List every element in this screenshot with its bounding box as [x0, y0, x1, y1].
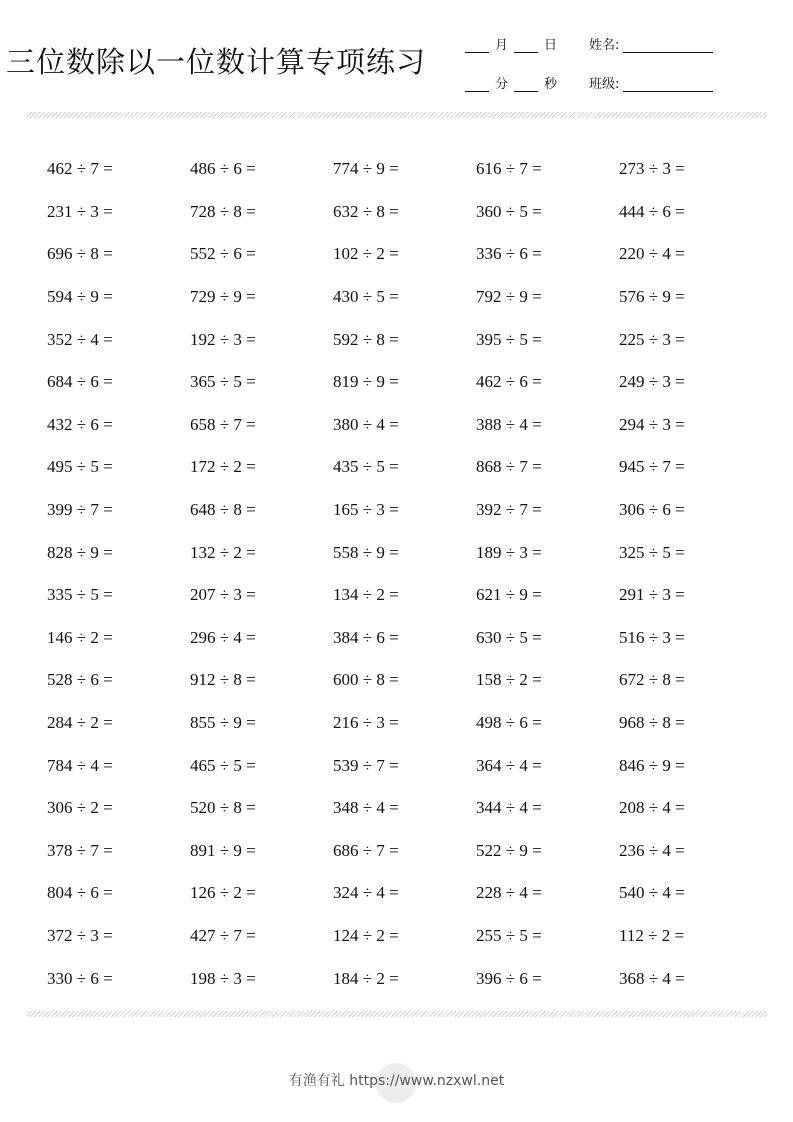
- problem-item: 146 ÷ 2 =: [47, 627, 113, 647]
- problem-row: [47, 659, 767, 702]
- problem-item: 255 ÷ 5 =: [476, 925, 542, 945]
- problem-item: 189 ÷ 3 =: [476, 542, 542, 562]
- class-blank[interactable]: [623, 79, 713, 92]
- class-line: [589, 73, 713, 92]
- problem-item: 891 ÷ 9 =: [190, 840, 256, 860]
- problem-item: 855 ÷ 9 =: [190, 713, 256, 733]
- problem-item: 102 ÷ 2 =: [333, 244, 399, 264]
- problem-row: [47, 574, 767, 617]
- problem-item: 846 ÷ 9 =: [619, 755, 685, 775]
- problem-item: 495 ÷ 5 =: [47, 457, 113, 477]
- problem-item: 395 ÷ 5 =: [476, 329, 542, 349]
- problem-item: 462 ÷ 7 =: [47, 159, 113, 179]
- problem-item: 335 ÷ 5 =: [47, 585, 113, 605]
- page-title: 三位数除以一位数计算专项练习: [6, 45, 427, 79]
- problem-item: 126 ÷ 2 =: [190, 883, 256, 903]
- problem-item: 284 ÷ 2 =: [47, 713, 113, 733]
- problem-item: 792 ÷ 9 =: [476, 287, 542, 307]
- problem-item: 216 ÷ 3 =: [333, 713, 399, 733]
- problem-item: 360 ÷ 5 =: [476, 201, 542, 221]
- day-label: 日: [544, 38, 558, 53]
- bottom-divider: [27, 1011, 767, 1017]
- problem-row: [47, 446, 767, 489]
- problem-item: 294 ÷ 3 =: [619, 414, 685, 434]
- problem-row: [47, 531, 767, 574]
- problem-row: [47, 702, 767, 745]
- problem-item: 324 ÷ 4 =: [333, 883, 399, 903]
- problem-item: 364 ÷ 4 =: [476, 755, 542, 775]
- problem-item: 427 ÷ 7 =: [190, 925, 256, 945]
- problem-item: 630 ÷ 5 =: [476, 627, 542, 647]
- problem-item: 231 ÷ 3 =: [47, 201, 113, 221]
- problem-item: 912 ÷ 8 =: [190, 670, 256, 690]
- problem-item: 462 ÷ 6 =: [476, 372, 542, 392]
- problem-item: 388 ÷ 4 =: [476, 414, 542, 434]
- problem-row: [47, 830, 767, 873]
- problem-item: 774 ÷ 9 =: [333, 159, 399, 179]
- problem-item: 729 ÷ 9 =: [190, 287, 256, 307]
- problem-item: 804 ÷ 6 =: [47, 883, 113, 903]
- class-label: 班级:: [589, 77, 620, 92]
- minute-blank[interactable]: [465, 79, 489, 92]
- problem-item: 344 ÷ 4 =: [476, 798, 542, 818]
- problem-item: 658 ÷ 7 =: [190, 414, 256, 434]
- problem-item: 498 ÷ 6 =: [476, 713, 542, 733]
- problem-item: 368 ÷ 4 =: [619, 968, 685, 988]
- problem-item: 220 ÷ 4 =: [619, 244, 685, 264]
- problem-item: 208 ÷ 4 =: [619, 798, 685, 818]
- problem-item: 228 ÷ 4 =: [476, 883, 542, 903]
- problem-item: 124 ÷ 2 =: [333, 925, 399, 945]
- name-line: [589, 34, 713, 53]
- problem-item: 784 ÷ 4 =: [47, 755, 113, 775]
- problem-item: 225 ÷ 3 =: [619, 329, 685, 349]
- problem-item: 868 ÷ 7 =: [476, 457, 542, 477]
- problem-item: 380 ÷ 4 =: [333, 414, 399, 434]
- problem-item: 365 ÷ 5 =: [190, 372, 256, 392]
- date-line: [465, 34, 563, 53]
- problem-row: [47, 404, 767, 447]
- problem-item: 198 ÷ 3 =: [190, 968, 256, 988]
- footer-text: 有渔有礼 https://www.nzxwl.net: [288, 1073, 505, 1089]
- problem-item: 648 ÷ 8 =: [190, 500, 256, 520]
- problem-row: [47, 915, 767, 958]
- day-blank[interactable]: [514, 40, 538, 53]
- problem-item: 520 ÷ 8 =: [190, 798, 256, 818]
- problem-item: 352 ÷ 4 =: [47, 329, 113, 349]
- problem-item: 444 ÷ 6 =: [619, 201, 685, 221]
- minute-label: 分: [495, 77, 509, 92]
- problem-item: 600 ÷ 8 =: [333, 670, 399, 690]
- top-divider: [27, 112, 767, 118]
- problem-row: [47, 957, 767, 1000]
- problem-item: 399 ÷ 7 =: [47, 500, 113, 520]
- problem-item: 686 ÷ 7 =: [333, 840, 399, 860]
- problem-grid: [47, 148, 767, 1000]
- problem-item: 192 ÷ 3 =: [190, 329, 256, 349]
- problem-item: 273 ÷ 3 =: [619, 159, 685, 179]
- problem-item: 132 ÷ 2 =: [190, 542, 256, 562]
- problem-item: 968 ÷ 8 =: [619, 713, 685, 733]
- problem-row: [47, 744, 767, 787]
- problem-item: 594 ÷ 9 =: [47, 287, 113, 307]
- problem-item: 172 ÷ 2 =: [190, 457, 256, 477]
- problem-item: 684 ÷ 6 =: [47, 372, 113, 392]
- problem-item: 165 ÷ 3 =: [333, 500, 399, 520]
- problem-item: 728 ÷ 8 =: [190, 201, 256, 221]
- problem-item: 306 ÷ 2 =: [47, 798, 113, 818]
- problem-item: 325 ÷ 5 =: [619, 542, 685, 562]
- problem-item: 539 ÷ 7 =: [333, 755, 399, 775]
- problem-item: 616 ÷ 7 =: [476, 159, 542, 179]
- problem-item: 207 ÷ 3 =: [190, 585, 256, 605]
- problem-item: 378 ÷ 7 =: [47, 840, 113, 860]
- time-line: [465, 73, 563, 92]
- problem-item: 632 ÷ 8 =: [333, 201, 399, 221]
- problem-item: 828 ÷ 9 =: [47, 542, 113, 562]
- problem-item: 291 ÷ 3 =: [619, 585, 685, 605]
- problem-row: [47, 872, 767, 915]
- problem-row: [47, 787, 767, 830]
- problem-row: [47, 148, 767, 191]
- problem-item: 236 ÷ 4 =: [619, 840, 685, 860]
- second-label: 秒: [544, 77, 558, 92]
- problem-item: 592 ÷ 8 =: [333, 329, 399, 349]
- problem-row: [47, 318, 767, 361]
- problem-item: 576 ÷ 9 =: [619, 287, 685, 307]
- problem-row: [47, 361, 767, 404]
- problem-item: 465 ÷ 5 =: [190, 755, 256, 775]
- problem-item: 552 ÷ 6 =: [190, 244, 256, 264]
- problem-item: 296 ÷ 4 =: [190, 627, 256, 647]
- problem-item: 672 ÷ 8 =: [619, 670, 685, 690]
- problem-item: 430 ÷ 5 =: [333, 287, 399, 307]
- problem-row: [47, 617, 767, 660]
- problem-item: 330 ÷ 6 =: [47, 968, 113, 988]
- problem-row: [47, 489, 767, 532]
- name-blank[interactable]: [623, 40, 713, 53]
- problem-item: 516 ÷ 3 =: [619, 627, 685, 647]
- problem-item: 158 ÷ 2 =: [476, 670, 542, 690]
- problem-item: 528 ÷ 6 =: [47, 670, 113, 690]
- problem-item: 384 ÷ 6 =: [333, 627, 399, 647]
- problem-item: 435 ÷ 5 =: [333, 457, 399, 477]
- month-label: 月: [495, 38, 509, 53]
- problem-item: 819 ÷ 9 =: [333, 372, 399, 392]
- problem-item: 558 ÷ 9 =: [333, 542, 399, 562]
- problem-item: 348 ÷ 4 =: [333, 798, 399, 818]
- problem-item: 522 ÷ 9 =: [476, 840, 542, 860]
- problem-item: 621 ÷ 9 =: [476, 585, 542, 605]
- month-blank[interactable]: [465, 40, 489, 53]
- problem-row: [47, 191, 767, 234]
- problem-item: 696 ÷ 8 =: [47, 244, 113, 264]
- problem-item: 372 ÷ 3 =: [47, 925, 113, 945]
- problem-item: 249 ÷ 3 =: [619, 372, 685, 392]
- problem-row: [47, 276, 767, 319]
- problem-item: 336 ÷ 6 =: [476, 244, 542, 264]
- problem-item: 486 ÷ 6 =: [190, 159, 256, 179]
- problem-item: 112 ÷ 2 =: [619, 925, 685, 945]
- problem-item: 396 ÷ 6 =: [476, 968, 542, 988]
- problem-item: 432 ÷ 6 =: [47, 414, 113, 434]
- problem-item: 540 ÷ 4 =: [619, 883, 685, 903]
- problem-item: 945 ÷ 7 =: [619, 457, 685, 477]
- problem-row: [47, 233, 767, 276]
- problem-item: 392 ÷ 7 =: [476, 500, 542, 520]
- problem-item: 306 ÷ 6 =: [619, 500, 685, 520]
- second-blank[interactable]: [514, 79, 538, 92]
- problem-item: 184 ÷ 2 =: [333, 968, 399, 988]
- problem-item: 134 ÷ 2 =: [333, 585, 399, 605]
- name-label: 姓名:: [589, 38, 620, 53]
